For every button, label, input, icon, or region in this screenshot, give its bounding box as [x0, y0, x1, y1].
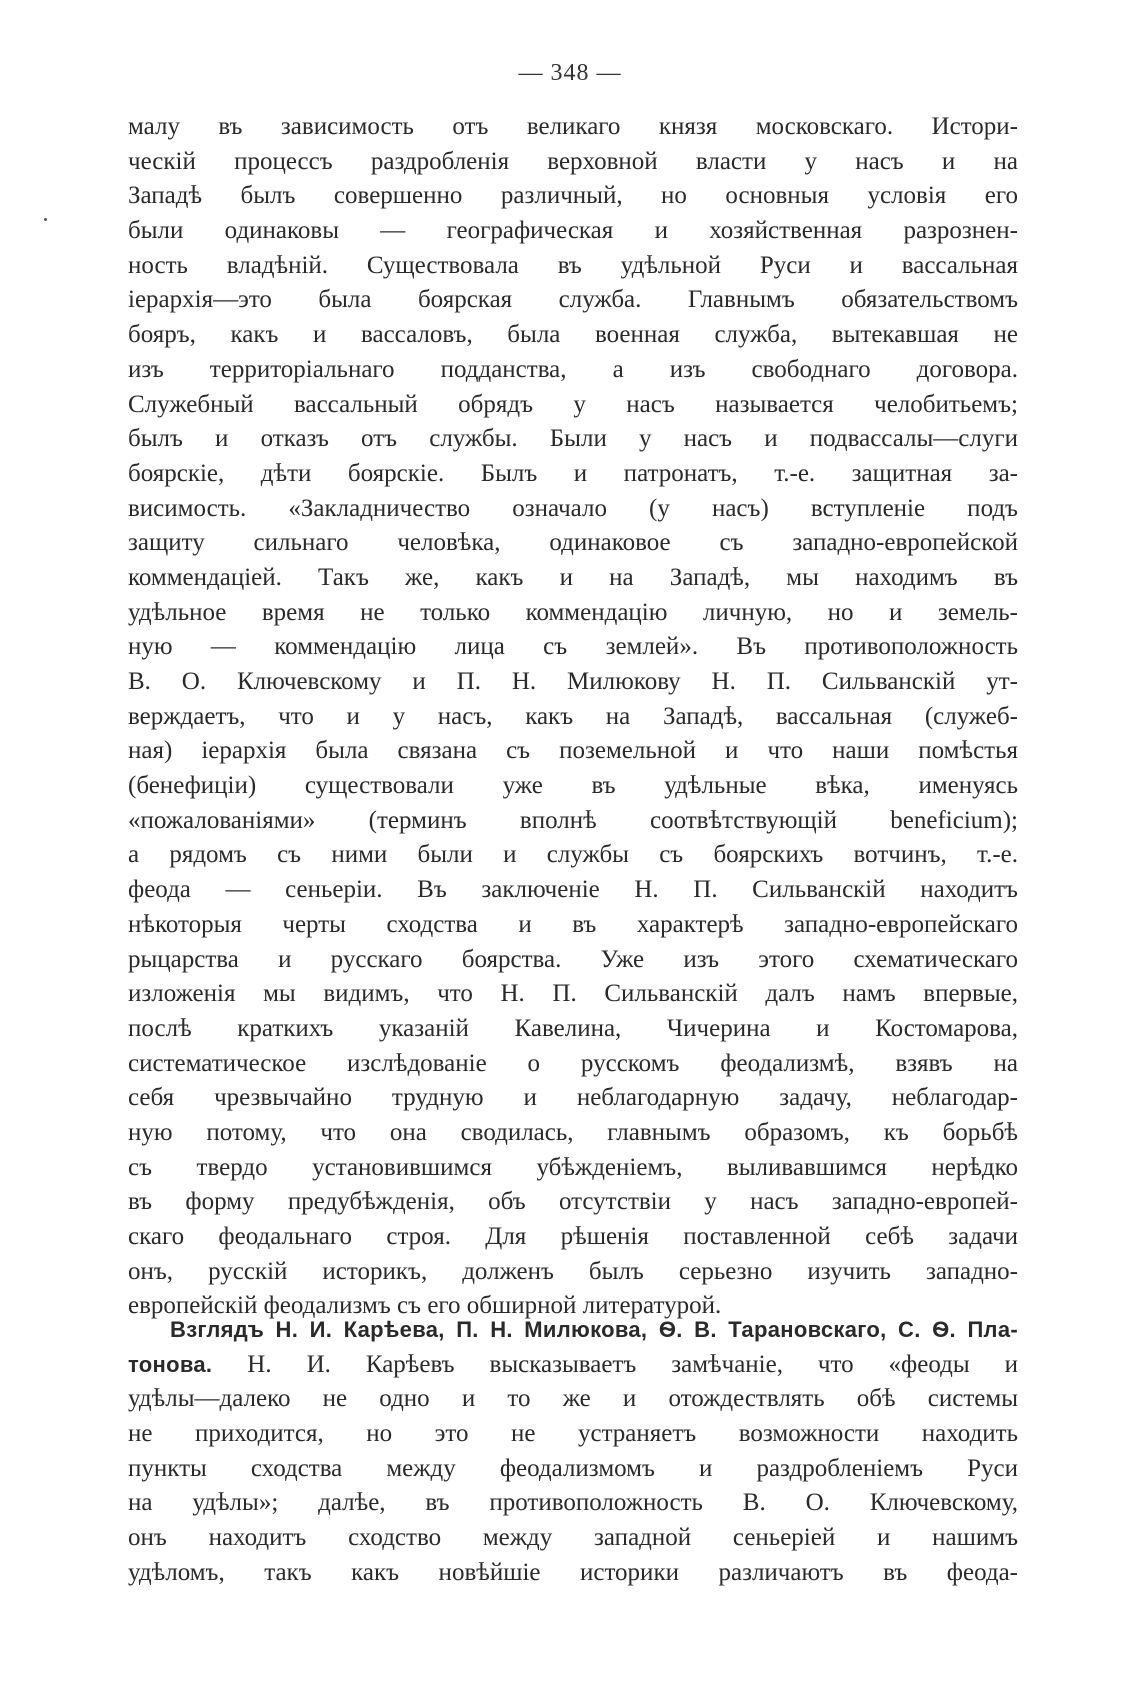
text-line: послѣ краткихъ указаній Кавелина, Чичерина и Костомарова,: [128, 1014, 1018, 1042]
text-run: Н. И. Карѣевъ высказываетъ замѣчаніе, что «феоды и: [212, 1350, 1018, 1378]
text-line: удѣломъ, такъ какъ новѣйшіе историки различаютъ въ феода-: [128, 1558, 1018, 1586]
text-line: скаго феодальнаго строя. Для рѣшенія поставленной себѣ задачи: [128, 1223, 1018, 1250]
text-line: ную потому, что она сводилась, главнымъ образомъ, къ борьбѣ: [128, 1118, 1018, 1146]
text-line: на удѣлы»; далѣе, въ противоположность В. О. Ключевскому,: [128, 1489, 1018, 1517]
text-line: Западѣ былъ совершенно различный, но основныя условія его: [128, 182, 1018, 210]
text-line: малу въ зависимость отъ великаго князя московскаго. Истори-: [128, 113, 1018, 140]
section-heading: Взглядъ Н. И. Карѣева, П. Н. Милюкова, Ѳ. В. Тарановскаго, С. Ѳ. Пла-: [170, 1317, 1018, 1342]
text-line: европейскій феодализмъ съ его обширной литературой.: [128, 1292, 722, 1320]
text-line: ность владѣній. Существовала въ удѣльной Руси и вассальная: [128, 251, 1018, 279]
text-line: ная) іерархія была связана съ поземельной и что наши помѣстья: [128, 737, 1018, 765]
text-line: боярскіе, дѣти боярскіе. Былъ и патронатъ, т.-е. защитная за-: [128, 459, 1018, 487]
text-line: съ твердо установившимся убѣжденіемъ, выливавшимся нерѣдко: [128, 1153, 1018, 1181]
text-line: былъ и отказъ отъ службы. Были у насъ и подвассалы—слуги: [128, 425, 1018, 453]
text-line: В. О. Ключевскому и П. Н. Милюкову Н. П. Сильванскій ут-: [128, 668, 1018, 695]
paragraph-1: [128, 110, 1018, 1324]
text-line: іерархія—это была боярская служба. Главнымъ обязательствомъ: [128, 286, 1018, 314]
text-line: себя чрезвычайно трудную и неблагодарную задачу, неблагодар-: [128, 1084, 1018, 1112]
text-line: висимость. «Закладничество означало (у насъ) вступленіе подъ: [128, 494, 1018, 522]
text-line: изъ территоріальнаго подданства, а изъ свободнаго договора.: [128, 355, 1018, 383]
text-line: рыцарства и русскаго боярства. Уже изъ этого схематическаго: [128, 945, 1018, 973]
text-line: бояръ, какъ и вассаловъ, была военная служба, вытекавшая не: [128, 321, 1018, 349]
text-line: въ форму предубѣжденія, объ отсутствіи у насъ западно-европей-: [128, 1188, 1018, 1216]
text-line: [128, 1313, 1018, 1348]
text-line: «пожалованіями» (терминъ вполнѣ соотвѣтствующій beneficium);: [128, 806, 1018, 834]
margin-mark: [44, 218, 47, 221]
text-line: Служебный вассальный обрядъ у насъ называется челобитьемъ;: [128, 390, 1018, 418]
text-line: удѣлы—далеко не одно и то же и отождествлять обѣ системы: [128, 1385, 1018, 1413]
text-line: ческій процессъ раздробленія верховной власти у насъ и на: [128, 147, 1018, 175]
text-line: нѣкоторыя черты сходства и въ характерѣ западно-европейскаго: [128, 910, 1018, 938]
text-line: онъ, русскій историкъ, долженъ былъ серьезно изучить западно-: [128, 1257, 1018, 1285]
text-line: пункты сходства между феодализмомъ и раздробленіемъ Руси: [128, 1454, 1018, 1482]
page-number: — 348 —: [518, 60, 622, 86]
text-line: защиту сильнаго человѣка, одинаковое съ западно-европейской: [128, 529, 1018, 557]
text-line: не приходится, но это не устраняетъ возможности находить: [128, 1420, 1018, 1448]
section-heading-end: тонова.: [128, 1351, 213, 1377]
paragraph-2: [128, 1313, 1018, 1591]
text-line: [128, 1348, 1018, 1383]
text-line: ную — коммендацію лица съ землей». Въ противоположность: [128, 633, 1018, 661]
text-line: а рядомъ съ ними были и службы съ боярскихъ вотчинъ, т.-е.: [128, 841, 1018, 869]
text-line: феода — сеньеріи. Въ заключеніе Н. П. Сильванскій находитъ: [128, 876, 1018, 904]
text-line: удѣльное время не только коммендацію личную, но и земель-: [128, 598, 1018, 626]
text-line: систематическое изслѣдованіе о русскомъ феодализмѣ, взявъ на: [128, 1049, 1018, 1077]
text-line: коммендаціей. Такъ же, какъ и на Западѣ, мы находимъ въ: [128, 563, 1018, 591]
text-line: изложенія мы видимъ, что Н. П. Сильванскій далъ намъ впервые,: [128, 980, 1018, 1008]
text-line: верждаетъ, что и у насъ, какъ на Западѣ, вассальная (служеб-: [128, 702, 1018, 730]
text-line: онъ находитъ сходство между западной сеньеріей и нашимъ: [128, 1524, 1018, 1552]
text-line: были одинаковы — географическая и хозяйственная разрознен-: [128, 217, 1018, 245]
text-line: (бенефиціи) существовали уже въ удѣльные вѣка, именуясь: [128, 772, 1018, 800]
